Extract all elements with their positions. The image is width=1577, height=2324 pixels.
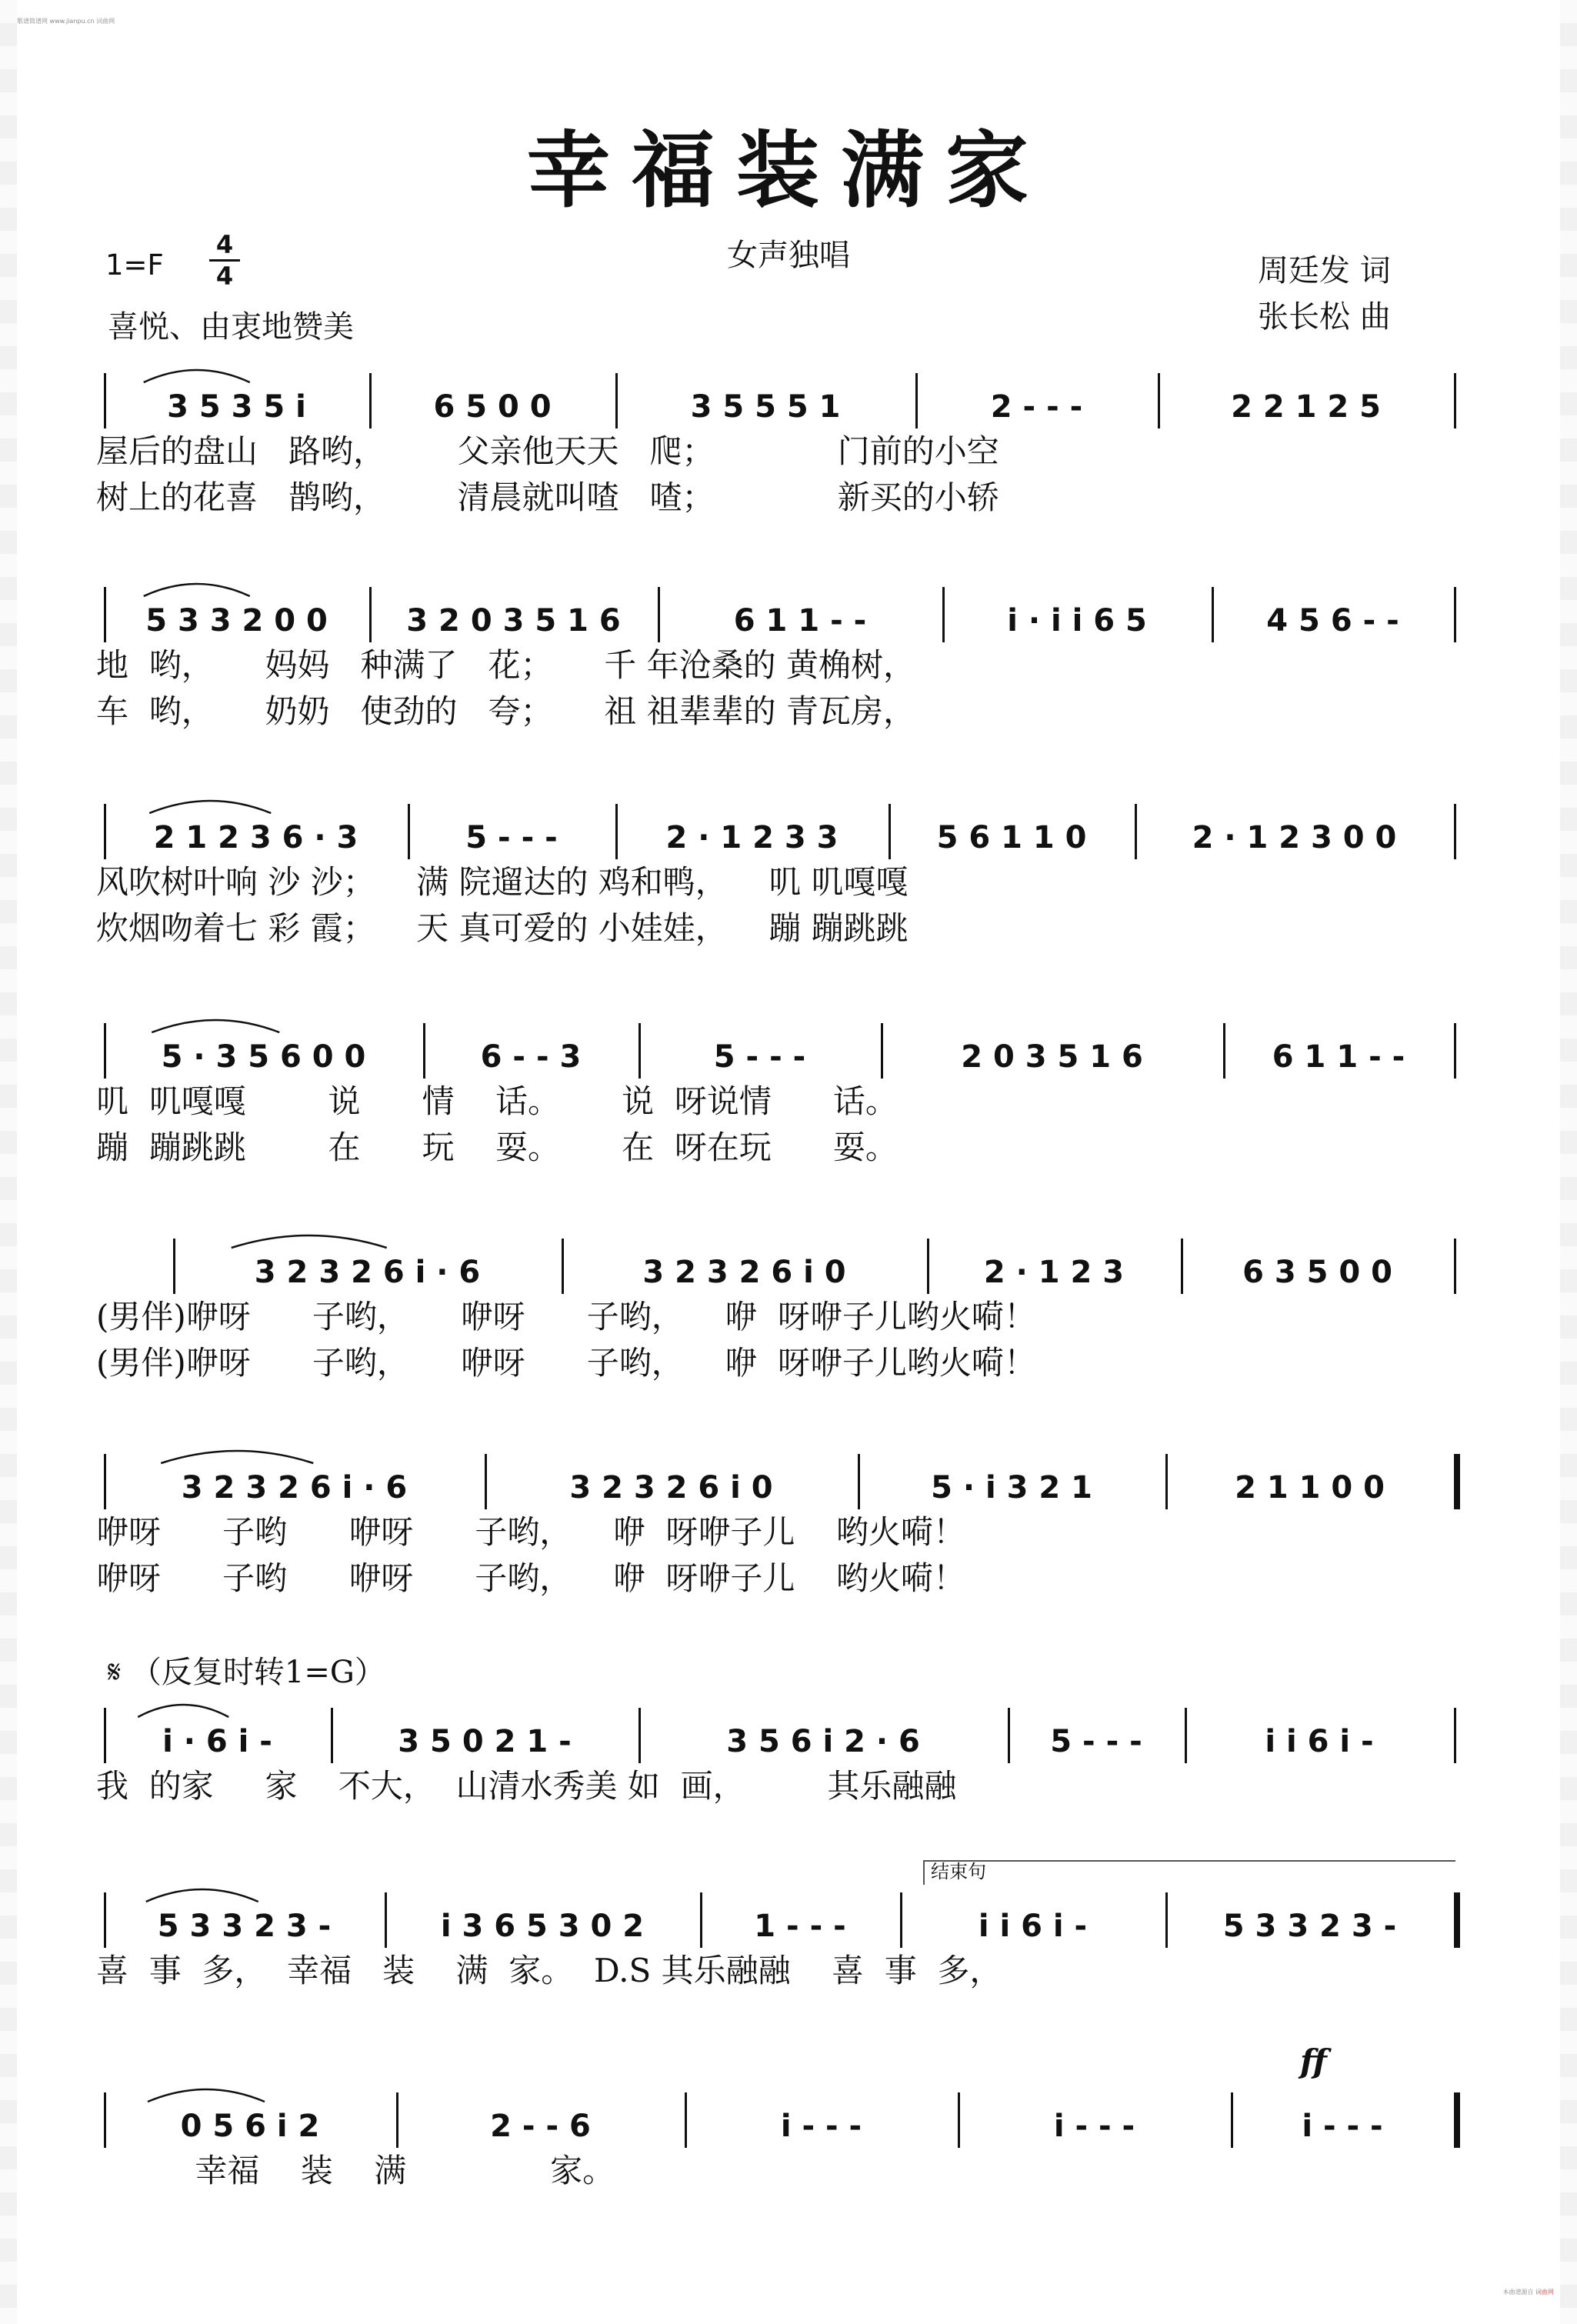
lyric-line-1: 地 哟， 妈妈 种满了 花； 千 年沧桑的 黄桷树， — [96, 646, 916, 684]
score-system-4 — [0, 1000, 1577, 1177]
slur-layer — [0, 1431, 1577, 1477]
score-system-5 — [0, 1215, 1577, 1392]
measure: 5 3 3 2 0 0 — [145, 603, 328, 639]
slur — [144, 370, 250, 382]
measure: 3 2 3 2 6 i 0 — [569, 1470, 773, 1505]
score-system-7 — [0, 1685, 1577, 1862]
measure: 2 - - 6 — [490, 2109, 591, 2144]
measure: 3 5 6 i 2 · 6 — [726, 1724, 920, 1759]
score-system-8 — [0, 1869, 1577, 2046]
measure: 5 · 3 5 6 0 0 — [161, 1039, 366, 1075]
measure: i · 6 i - — [162, 1724, 272, 1759]
measure: 5 · i 3 2 1 — [931, 1470, 1092, 1505]
lyric-line-1: (男伴)咿呀 子哟， 咿呀 子哟， 咿 呀咿子儿哟火嗬！ — [96, 1298, 1036, 1335]
lyric-line-1: 咿呀 子哟 咿呀 子哟， 咿 呀咿子儿 哟火嗬！ — [96, 1513, 965, 1551]
slur-layer — [0, 781, 1577, 827]
measure: 2 · 1 2 3 3 — [665, 820, 839, 855]
measure: 5 - - - — [713, 1039, 806, 1075]
lyric-line-2: 炊烟吻着七 彩 霞； 天 真可爱的 小娃娃， 蹦 蹦跳跳 — [96, 909, 909, 947]
slur-layer — [0, 2069, 1577, 2116]
measure: 0 5 6 i 2 — [180, 2109, 320, 2144]
lyric-line-2: 咿呀 子哟 咿呀 子哟， 咿 呀咿子儿 哟火嗬！ — [96, 1559, 965, 1597]
measure: 5 3 3 2 3 - — [157, 1909, 332, 1944]
slur-layer — [0, 350, 1577, 396]
measure: 1 - - - — [754, 1909, 846, 1944]
site-footer — [1502, 2288, 1554, 2296]
slur — [144, 584, 250, 596]
measure: 6 3 5 0 0 — [1242, 1255, 1392, 1290]
measure: 6 1 1 - - — [733, 603, 867, 639]
coda-label: 结束句 — [931, 1861, 986, 1882]
measure: 3 2 3 2 6 i 0 — [642, 1255, 846, 1290]
site-header-text: 歌谱简谱网 www.jianpu.cn 词曲网 — [17, 18, 115, 25]
measure: 3 5 3 5 i — [167, 389, 306, 425]
slur-layer — [0, 1215, 1577, 1262]
score-system-2 — [0, 564, 1577, 741]
slur — [161, 1451, 313, 1463]
segno-marking: 𝄋 （反复时转1=G） — [108, 1655, 385, 1690]
slur-layer — [0, 564, 1577, 610]
measure: 2 · 1 2 3 — [983, 1255, 1125, 1290]
measure: i · i i 6 5 — [1007, 603, 1147, 639]
lyric-line-1: 风吹树叶响 沙 沙； 满 院遛达的 鸡和鸭， 叽 叽嘎嘎 — [96, 863, 909, 901]
score-system-3 — [0, 781, 1577, 958]
score-system-9 — [0, 2069, 1577, 2246]
site-footer-text: 本曲谱源自 — [1502, 2289, 1534, 2296]
slur — [146, 1889, 258, 1902]
slur-layer — [0, 1000, 1577, 1046]
slur-layer — [0, 1869, 1577, 1916]
measure: i i 6 i - — [1265, 1724, 1374, 1759]
lyric-line-1: 屋后的盘山 路哟， 父亲他天天 爬； 门前的小空 — [96, 432, 999, 470]
lyric-line-1: 叽 叽嘎嘎 说 情 话。 说 呀说情 话。 — [96, 1082, 898, 1120]
measure: 5 3 3 2 3 - — [1222, 1909, 1397, 1944]
measure: 2 1 2 3 6 · 3 — [153, 820, 358, 855]
measure: 6 5 0 0 — [433, 389, 552, 425]
slur — [149, 801, 271, 813]
measure: 3 2 3 2 6 i · 6 — [254, 1255, 481, 1290]
measure: 3 5 0 2 1 - — [398, 1724, 572, 1759]
slur — [232, 1235, 387, 1248]
measure: 3 2 0 3 5 1 6 — [406, 603, 621, 639]
measure: i - - - — [1302, 2109, 1383, 2144]
lyricist-credit: 周廷发 词 — [1258, 253, 1391, 288]
measure: 5 6 1 1 0 — [936, 820, 1087, 855]
measure: 4 5 6 - - — [1266, 603, 1399, 639]
measure: 2 2 1 2 5 — [1231, 389, 1381, 425]
lyric-line-1: 我 的家 家 不大， 山清水秀美 如 画， 其乐融融 — [96, 1767, 957, 1805]
measure: 6 - - 3 — [480, 1039, 582, 1075]
measure: 2 · 1 2 3 0 0 — [1192, 820, 1397, 855]
lyric-line-1: 幸福 装 满 家。 — [154, 2152, 615, 2189]
measure: 5 - - - — [465, 820, 558, 855]
lyric-line-2: 树上的花喜 鹊哟， 清晨就叫喳 喳； 新买的小轿 — [96, 478, 999, 516]
site-footer-link[interactable]: 词曲网 — [1535, 2289, 1554, 2296]
key-signature: 1=F — [105, 248, 164, 282]
measure: i - - - — [780, 2109, 862, 2144]
measure: i - - - — [1053, 2109, 1135, 2144]
score-system-6 — [0, 1431, 1577, 1608]
slur-layer — [0, 1685, 1577, 1731]
dynamic-ff: ff — [1300, 2042, 1327, 2080]
measure: 5 - - - — [1050, 1724, 1142, 1759]
measure: 2 - - - — [990, 389, 1083, 425]
slur — [152, 1020, 279, 1032]
measure: i 3 6 5 3 0 2 — [440, 1909, 645, 1944]
measure: 6 1 1 - - — [1272, 1039, 1405, 1075]
measure: 2 1 1 0 0 — [1235, 1470, 1385, 1505]
lyric-line-1: 喜 事 多， 幸福 装 满 家。 D.S 其乐融融 喜 事 多， — [96, 1952, 1002, 1989]
slur — [148, 2089, 265, 2102]
tempo-marking: 喜悦、由衷地赞美 — [108, 309, 354, 345]
composer-credit: 张长松 曲 — [1258, 299, 1391, 335]
lyric-line-2: 蹦 蹦跳跳 在 玩 耍。 在 呀在玩 耍。 — [96, 1129, 898, 1166]
lyric-line-2: (男伴)咿呀 子哟， 咿呀 子哟， 咿 呀咿子儿哟火嗬！ — [96, 1344, 1036, 1382]
song-subtitle: 女声独唱 — [727, 238, 850, 273]
time-signature-top: 4 — [215, 230, 234, 259]
measure: 3 5 5 5 1 — [690, 389, 841, 425]
measure: i i 6 i - — [978, 1909, 1088, 1944]
score-system-1 — [0, 350, 1577, 527]
slur — [138, 1705, 228, 1717]
time-signature-bottom: 4 — [215, 262, 234, 291]
lyric-line-2: 车 哟， 奶奶 使劲的 夸； 祖 祖辈辈的 青瓦房， — [96, 692, 916, 730]
song-title: 幸福装满家 — [526, 122, 1050, 219]
measure: 3 2 3 2 6 i · 6 — [181, 1470, 408, 1505]
measure: 2 0 3 5 1 6 — [961, 1039, 1143, 1075]
